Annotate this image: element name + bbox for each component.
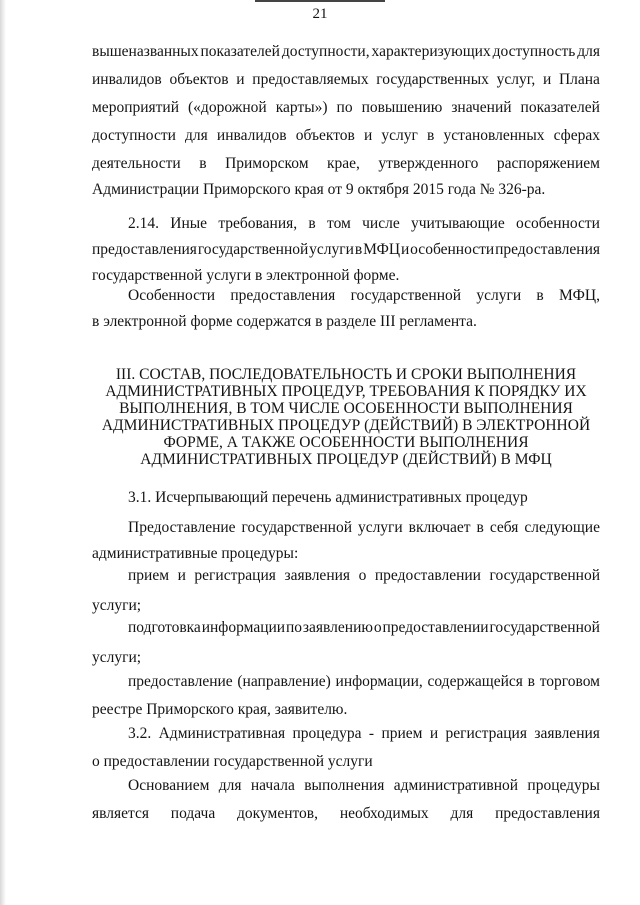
- section-heading-line: АДМИНИСТРАТИВНЫХ ПРОЦЕДУР, ТРЕБОВАНИЯ К ПОРЯДКУ ИХ: [105, 383, 587, 400]
- text-line: Особенности предоставления государственной услуги в МФЦ,: [128, 287, 600, 304]
- text-line: предоставление (направление) информации, содержащейся в торговом: [128, 673, 600, 690]
- text-line: является подача документов, необходимых для предоставления: [92, 805, 600, 822]
- scan-top-mark: [255, 0, 385, 2]
- text-line: 3.1. Исчерпывающий перечень административных процедур: [128, 489, 528, 506]
- section-heading-line: АДМИНИСТРАТИВНЫХ ПРОЦЕДУР (ДЕЙСТВИЙ) В ЭЛЕКТРОННОЙ: [101, 417, 591, 434]
- scan-edge: [0, 0, 6, 905]
- text-line: предоставления государственной услуги в МФЦ и особенности предоставления: [92, 241, 600, 258]
- text-line: Администрации Приморского края от 9 октября 2015 года № 326-ра.: [92, 181, 546, 198]
- text-line: вышеназванных показателей доступности, характеризующих доступность для: [92, 43, 600, 60]
- text-line: в электронной форме содержатся в разделе III регламента.: [92, 313, 477, 330]
- text-line: о предоставлении государственной услуги: [92, 753, 373, 770]
- section-heading-line: АДМИНИСТРАТИВНЫХ ПРОЦЕДУР (ДЕЙСТВИЙ) В МФЦ: [140, 451, 552, 468]
- text-line: государственной услуги в электронной форме.: [92, 267, 400, 284]
- text-line: реестре Приморского края, заявителю.: [92, 701, 348, 718]
- text-line: 2.14. Иные требования, в том числе учитывающие особенности: [128, 215, 600, 232]
- section-heading-line: III. СОСТАВ, ПОСЛЕДОВАТЕЛЬНОСТЬ И СРОКИ ВЫПОЛНЕНИЯ: [115, 366, 577, 383]
- text-line: Основанием для начала выполнения административной процедуры: [128, 777, 600, 794]
- text-line: административные процедуры:: [92, 545, 299, 562]
- text-line: инвалидов объектов и предоставляемых государственных услуг, и Плана: [92, 71, 600, 88]
- text-line: услуги;: [92, 649, 142, 666]
- text-line: деятельности в Приморском крае, утвержденного распоряжением: [92, 155, 600, 172]
- page-number: 21: [312, 6, 328, 22]
- text-line: прием и регистрация заявления о предоставлении государственной: [128, 567, 600, 584]
- text-line: 3.2. Административная процедура - прием и регистрация заявления: [128, 725, 600, 742]
- text-line: подготовка информации по заявлению о предоставлении государственной: [128, 619, 600, 636]
- section-heading-line: ФОРМЕ, А ТАКЖЕ ОСОБЕННОСТИ ВЫПОЛНЕНИЯ: [163, 434, 529, 451]
- text-line: услуги;: [92, 597, 142, 614]
- text-line: доступности для инвалидов объектов и услуг в установленных сферах: [92, 127, 600, 144]
- text-line: Предоставление государственной услуги включает в себя следующие: [128, 519, 600, 536]
- section-heading-line: ВЫПОЛНЕНИЯ, В ТОМ ЧИСЛЕ ОСОБЕННОСТИ ВЫПОЛНЕНИЯ: [119, 400, 573, 417]
- text-line: мероприятий («дорожной карты») по повышению значений показателей: [92, 99, 600, 116]
